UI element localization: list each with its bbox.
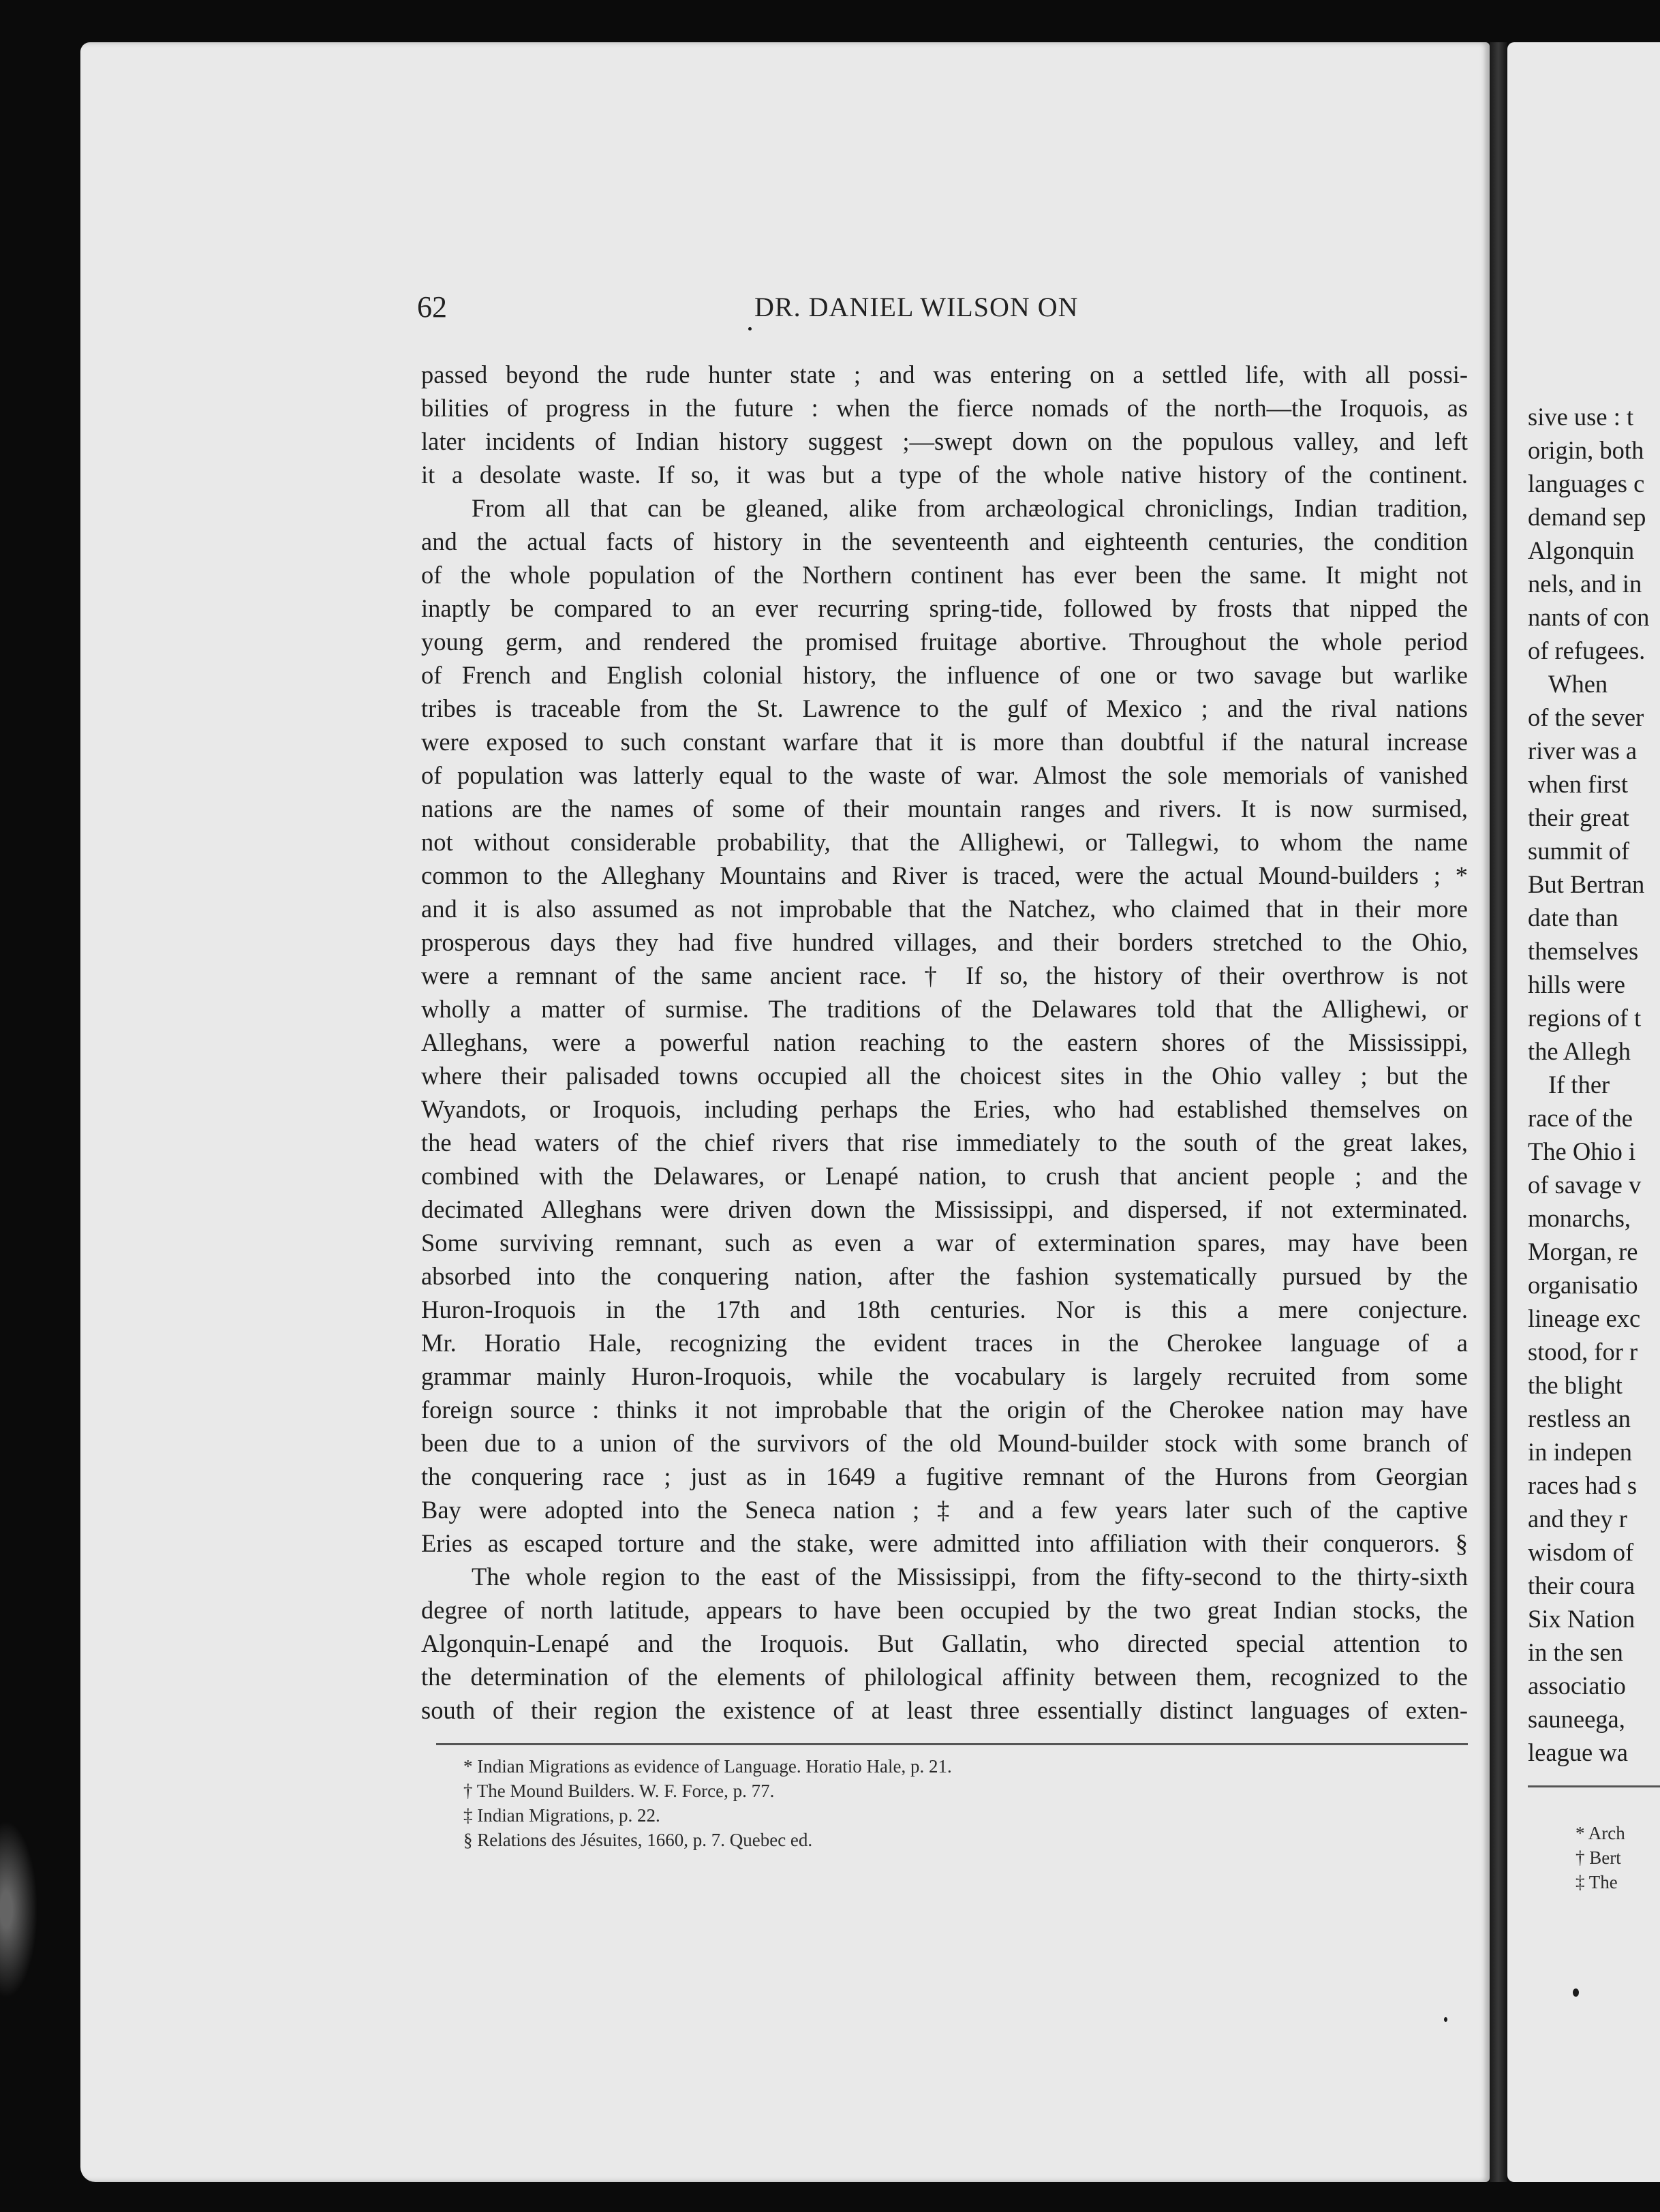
text-line: Algonquin-Lenapé and the Iroquois. But Gallatin, who directed special attention to xyxy=(421,1629,1468,1657)
right-text-line: The Ohio i xyxy=(1528,1137,1636,1165)
text-line: been due to a union of the survivors of the old Mound-builder stock with some branch of xyxy=(421,1429,1468,1457)
text-line: inaptly be compared to an ever recurring spring-tide, followed by frosts that nipped the xyxy=(421,594,1468,622)
right-text-line: Algonquin xyxy=(1528,536,1635,564)
text-line: decimated Alleghans were driven down the Mississippi, and dispersed, if not exterminated. xyxy=(421,1195,1468,1223)
text-line: and the actual facts of history in the seventeenth and eighteenth centuries, the condition xyxy=(421,527,1468,555)
text-line: south of their region the existence of at least three essentially distinct languages of exten- xyxy=(421,1696,1468,1724)
right-text-line: nels, and in xyxy=(1528,570,1642,598)
text-line: common to the Alleghany Mountains and River is traced, were the actual Mound-builders ; * xyxy=(421,861,1468,889)
text-line: absorbed into the conquering nation, after the fashion systematically pursued by the xyxy=(421,1262,1468,1290)
text-line: Huron-Iroquois in the 17th and 18th centuries. Nor is this a mere conjecture. xyxy=(421,1295,1468,1323)
text-line: were a remnant of the same ancient race. † If so, the history of their overthrow is not xyxy=(421,962,1468,989)
text-line: later incidents of Indian history suggest ;—swept down on the populous valley, and left xyxy=(421,427,1468,455)
right-page-text xyxy=(1528,400,1649,1769)
text-line: of population was latterly equal to the waste of war. Almost the sole memorials of vanished xyxy=(421,761,1468,789)
scan-edge-artifact xyxy=(0,1806,61,2065)
running-title: DR. DANIEL WILSON ON xyxy=(754,292,1079,322)
right-text-line: restless an xyxy=(1528,1404,1631,1432)
page-number: 62 xyxy=(417,290,447,324)
right-text-line: When xyxy=(1548,670,1608,698)
right-footnote: † Bert xyxy=(1576,1847,1621,1868)
right-text-line: in indepen xyxy=(1528,1438,1633,1466)
text-line: passed beyond the rude hunter state ; and was entering on a settled life, with all possi- xyxy=(421,360,1468,388)
right-footnote-rule xyxy=(1528,1785,1660,1787)
text-line: From all that can be gleaned, alike from archæological chroniclings, Indian tradition, xyxy=(472,494,1468,522)
right-text-line: and they r xyxy=(1528,1505,1627,1533)
right-text-line: their great xyxy=(1528,803,1629,831)
right-text-line: lineage exc xyxy=(1528,1304,1641,1332)
text-line: the determination of the elements of philological affinity between them, recognized to the xyxy=(421,1663,1468,1691)
right-text-line: the Allegh xyxy=(1528,1037,1631,1065)
right-text-line: associatio xyxy=(1528,1672,1626,1700)
text-line: Bay were adopted into the Seneca nation ; ‡ and a few years later such of the captive xyxy=(421,1496,1468,1524)
footnote-rule xyxy=(436,1743,1468,1745)
text-line: nations are the names of some of their mountain ranges and rivers. It is now surmised, xyxy=(421,795,1468,823)
right-text-line: league wa xyxy=(1528,1738,1628,1766)
right-text-line: But Bertran xyxy=(1528,870,1645,898)
right-text-line: river was a xyxy=(1528,737,1638,765)
text-line: Alleghans, were a powerful nation reaching to the eastern shores of the Mississippi, xyxy=(421,1028,1468,1056)
text-line: Mr. Horatio Hale, recognizing the evident traces in the Cherokee language of a xyxy=(421,1329,1468,1357)
text-line: and it is also assumed as not improbable that the Natchez, who claimed that in their more xyxy=(421,895,1468,923)
right-text-line: races had s xyxy=(1528,1471,1638,1499)
text-line: Some surviving remnant, such as even a war of extermination spares, may have been xyxy=(421,1229,1468,1257)
right-text-line: demand sep xyxy=(1528,503,1646,531)
ink-speck xyxy=(748,327,752,331)
text-line: of French and English colonial history, the influence of one or two savage but warlike xyxy=(421,661,1468,689)
right-text-line: summit of xyxy=(1528,837,1630,865)
text-line: were exposed to such constant warfare that it is more than doubtful if the natural increase xyxy=(421,728,1468,756)
right-text-line: race of the xyxy=(1528,1104,1633,1132)
text-line: degree of north latitude, appears to have been occupied by the two great Indian stocks, the xyxy=(421,1596,1468,1624)
text-line: tribes is traceable from the St. Lawrence to the gulf of Mexico ; and the rival nations xyxy=(421,694,1468,722)
footnote: § Relations des Jésuites, 1660, p. 7. Quebec ed. xyxy=(463,1830,813,1850)
right-text-line: their coura xyxy=(1528,1571,1635,1599)
right-text-line: regions of t xyxy=(1528,1004,1642,1032)
right-text-line: the blight xyxy=(1528,1371,1623,1399)
right-text-line: nants of con xyxy=(1528,603,1650,631)
text-line: not without considerable probability, that the Allighewi, or Tallegwi, to whom the name xyxy=(421,828,1468,856)
text-line: combined with the Delawares, or Lenapé nation, to crush that ancient people ; and the xyxy=(421,1162,1468,1190)
right-text-line: stood, for r xyxy=(1528,1338,1638,1366)
right-text-line: wisdom of xyxy=(1528,1538,1634,1566)
footnote: ‡ Indian Migrations, p. 22. xyxy=(463,1805,660,1826)
text-line: The whole region to the east of the Mississippi, from the fifty-second to the thirty-sixth xyxy=(472,1563,1468,1591)
text-line: the head waters of the chief rivers that rise immediately to the south of the great lakes, xyxy=(421,1128,1468,1156)
footnote: † The Mound Builders. W. F. Force, p. 77. xyxy=(463,1781,775,1801)
right-text-line: of the sever xyxy=(1528,703,1644,731)
footnotes xyxy=(463,1754,952,1852)
right-text-line: origin, both xyxy=(1528,436,1644,464)
right-text-line: If ther xyxy=(1548,1071,1610,1099)
right-page xyxy=(1507,42,1660,2182)
book-gutter xyxy=(1490,42,1507,2182)
text-line: the conquering race ; just as in 1649 a fugitive remnant of the Hurons from Georgian xyxy=(421,1462,1468,1490)
text-line: wholly a matter of surmise. The traditions of the Delawares told that the Allighewi, or xyxy=(421,995,1468,1023)
body-text xyxy=(421,358,1468,1727)
right-text-line: sauneega, xyxy=(1528,1705,1625,1733)
page-header xyxy=(417,290,1466,331)
text-line: Eries as escaped torture and the stake, were admitted into affiliation with their conquerors. § xyxy=(421,1529,1468,1557)
right-text-line: Morgan, re xyxy=(1528,1238,1638,1265)
right-text-line: monarchs, xyxy=(1528,1204,1631,1232)
right-text-line: when first xyxy=(1528,770,1628,798)
right-page-footnotes xyxy=(1576,1821,1625,1894)
right-text-line: in the sen xyxy=(1528,1638,1623,1666)
right-text-line: themselves xyxy=(1528,937,1639,965)
ink-speck xyxy=(1444,2017,1447,2022)
text-line: prosperous days they had five hundred villages, and their borders stretched to the Ohio, xyxy=(421,928,1468,956)
right-text-line: Six Nation xyxy=(1528,1605,1635,1633)
footnote: * Indian Migrations as evidence of Language. Horatio Hale, p. 21. xyxy=(463,1756,952,1777)
text-line: bilities of progress in the future : when the fierce nomads of the north—the Iroquois, as xyxy=(421,394,1468,422)
right-footnote: * Arch xyxy=(1576,1823,1625,1843)
right-text-line: languages c xyxy=(1528,470,1645,497)
right-footnote: ‡ The xyxy=(1576,1872,1618,1892)
text-line: grammar mainly Huron-Iroquois, while the vocabulary is largely recruited from some xyxy=(421,1362,1468,1390)
right-text-line: sive use : t xyxy=(1528,403,1634,431)
ink-speck xyxy=(1573,1988,1579,1997)
text-line: foreign source : thinks it not improbable that the origin of the Cherokee nation may have xyxy=(421,1396,1468,1424)
right-text-line: of refugees. xyxy=(1528,636,1646,664)
right-text-line: organisatio xyxy=(1528,1271,1638,1299)
text-line: Wyandots, or Iroquois, including perhaps the Eries, who had established themselves on xyxy=(421,1095,1468,1123)
right-text-line: hills were xyxy=(1528,970,1625,998)
right-text-line: date than xyxy=(1528,904,1618,932)
text-line: of the whole population of the Northern continent has ever been the same. It might not xyxy=(421,561,1468,589)
text-line: young germ, and rendered the promised fruitage abortive. Throughout the whole period xyxy=(421,628,1468,656)
right-text-line: of savage v xyxy=(1528,1171,1642,1199)
text-line: it a desolate waste. If so, it was but a type of the whole native history of the continent. xyxy=(421,461,1468,489)
text-line: where their palisaded towns occupied all the choicest sites in the Ohio valley ; but the xyxy=(421,1062,1468,1090)
